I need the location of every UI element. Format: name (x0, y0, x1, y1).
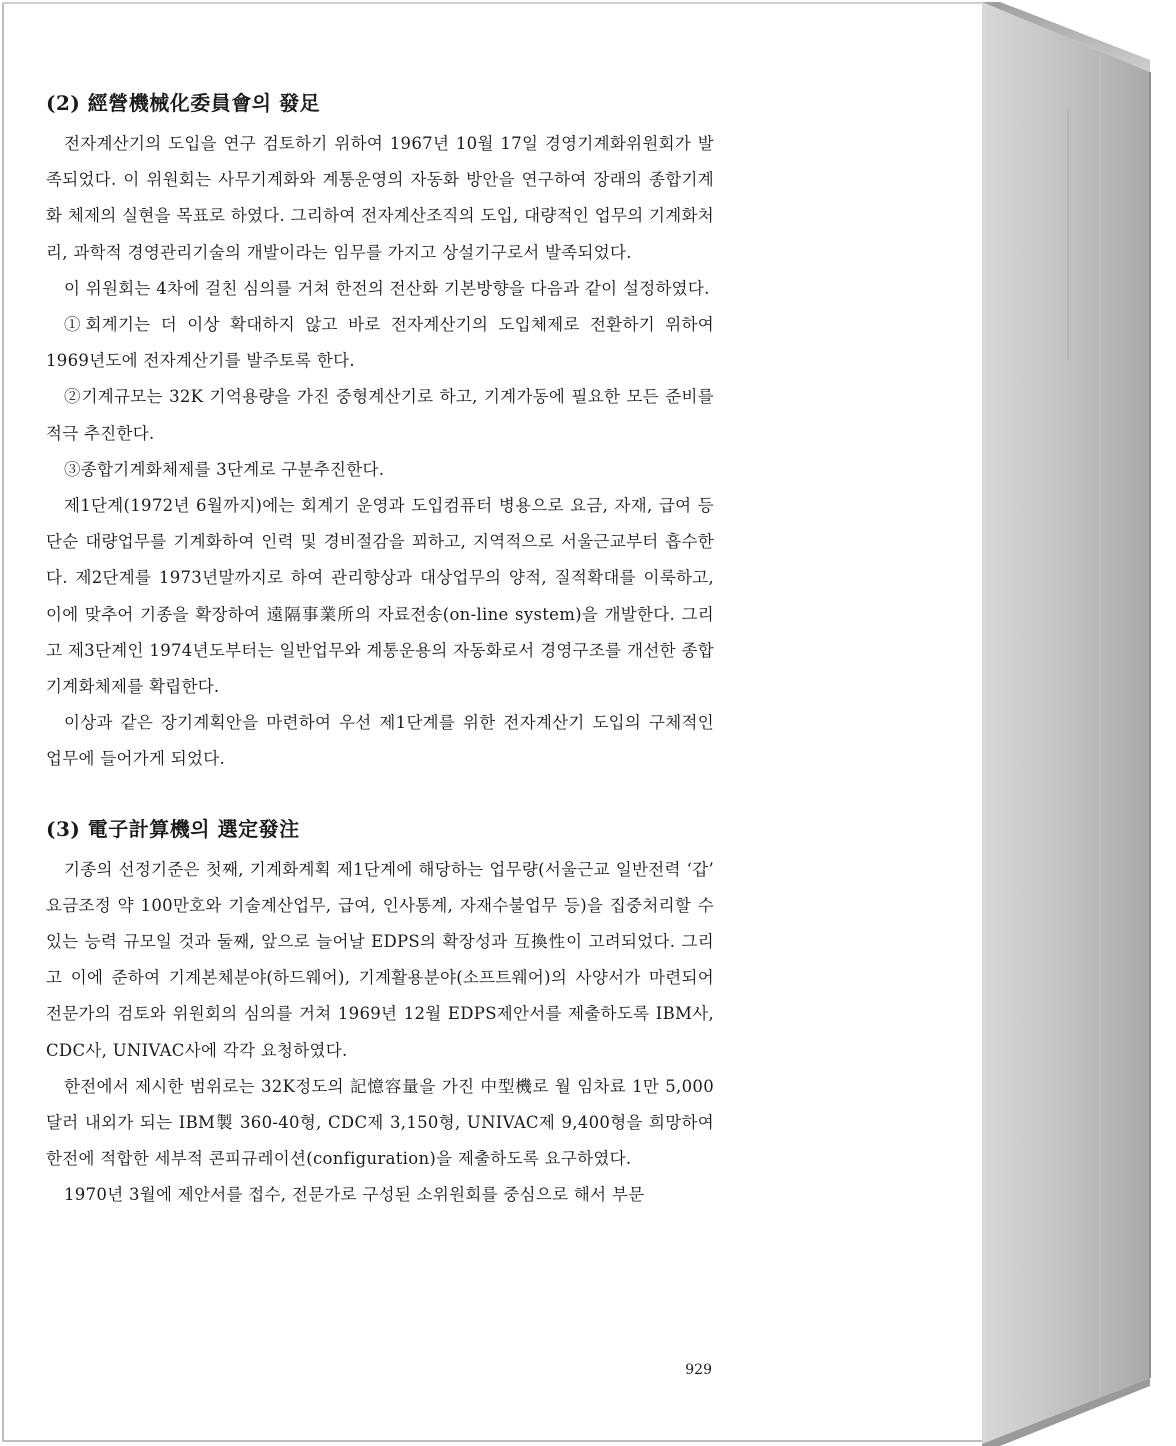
paragraph: 이 위원회는 4차에 걸친 심의를 거쳐 한전의 전산화 기본방향을 다음과 같이 설정하였다. (64, 278, 710, 298)
list-item-3: ③종합기계화체제를 3단계로 구분추진한다. (64, 459, 385, 479)
paragraph: 한전에서 제시한 범위로는 32K정도의 記憶容量을 가진 中型機로 월 임차료 1만 5,000달러 내외가 되는 IBM製 360-40형, CDC제 3,150형, UNIVAC제 9,400형을 희망하여 한전에 적합한 세부적 콘피규레이션(configuration)을 제출하도록 요구하였다. (46, 1076, 714, 1169)
list-item-1: ①회계기는 더 이상 확대하지 않고 바로 전자계산기의 도입체제로 전환하기 위하여 1969년도에 전자계산기를 발주토록 한다. (46, 315, 714, 371)
paragraph: 1970년 3월에 제안서를 접수, 전문가로 구성된 소위원회를 중심으로 해서 부문 (64, 1185, 645, 1205)
paragraph: 제1단계(1972년 6월까지)에는 회계기 운영과 도입컴퓨터 병용으로 요금, 자재, 급여 등 단순 대량업무를 기계화하여 인력 및 경비절감을 꾀하고, 지역적으로 서울근교부터 흡수한다. 제2단계를 1973년말까지로 하여 관리향상과 대상업무의 양적, 질적확대를 이룩하고, 이에 맞추어 기종을 확장하여 遠隔事業所의 자료전송(on-line system)을 개발한다. 그리고 제3단계인 1974년도부터는 일반업무와 계통운용의 자동화로서 경영구조를 개선한 종합기계화체제를 확립한다. (46, 496, 714, 697)
document-page (2, 2, 982, 1442)
page-number: 929 (685, 1362, 712, 1378)
paragraph: 이상과 같은 장기계획안을 마련하여 우선 제1단계를 위한 전자계산기 도입의 구체적인 업무에 들어가게 되었다. (46, 713, 714, 769)
paragraph: 기종의 선정기준은 첫째, 기계화계획 제1단계에 해당하는 업무량(서울근교 일반전력 ‘갑’ 요금조정 약 100만호와 기술계산업무, 급여, 인사통계, 자재수불업무 등)을 집중처리할 수 있는 능력 규모일 것과 둘째, 앞으로 늘어날 EDPS의 확장성과 互換性이 고려되었다. 그리고 이에 준하여 기계본체분야(하드웨어), 기계활용분야(소프트웨어)의 사양서가 마련되어 전문가의 검토와 위원회의 심의를 거쳐 1969년 12월 EDPS제안서를 제출하도록 IBM사, CDC사, UNIVAC사에 각각 요청하였다. (46, 859, 714, 1060)
section-heading-3: (3) 電子計算機의 選定發注 (46, 816, 300, 841)
list-item-2: ②기계규모는 32K 기억용량을 가진 중형계산기로 하고, 기계가동에 필요한 모든 준비를 적극 추진한다. (46, 387, 714, 443)
page-content (46, 86, 714, 1214)
paragraph: 전자계산기의 도입을 연구 검토하기 위하여 1967년 10월 17일 경영기계화위원회가 발족되었다. 이 위원회는 사무기계화와 계통운영의 자동화 방안을 연구하여 장래의 종합기계화 체제의 실현을 목표로 하였다. 그리하여 전자계산조직의 도입, 대량적인 업무의 기계화처리, 과학적 경영관리기술의 개발이라는 임무를 가지고 상설기구로서 발족되었다. (46, 134, 714, 262)
section-heading-2: (2) 經營機械化委員會의 發足 (46, 91, 321, 115)
section-gap (46, 778, 714, 812)
